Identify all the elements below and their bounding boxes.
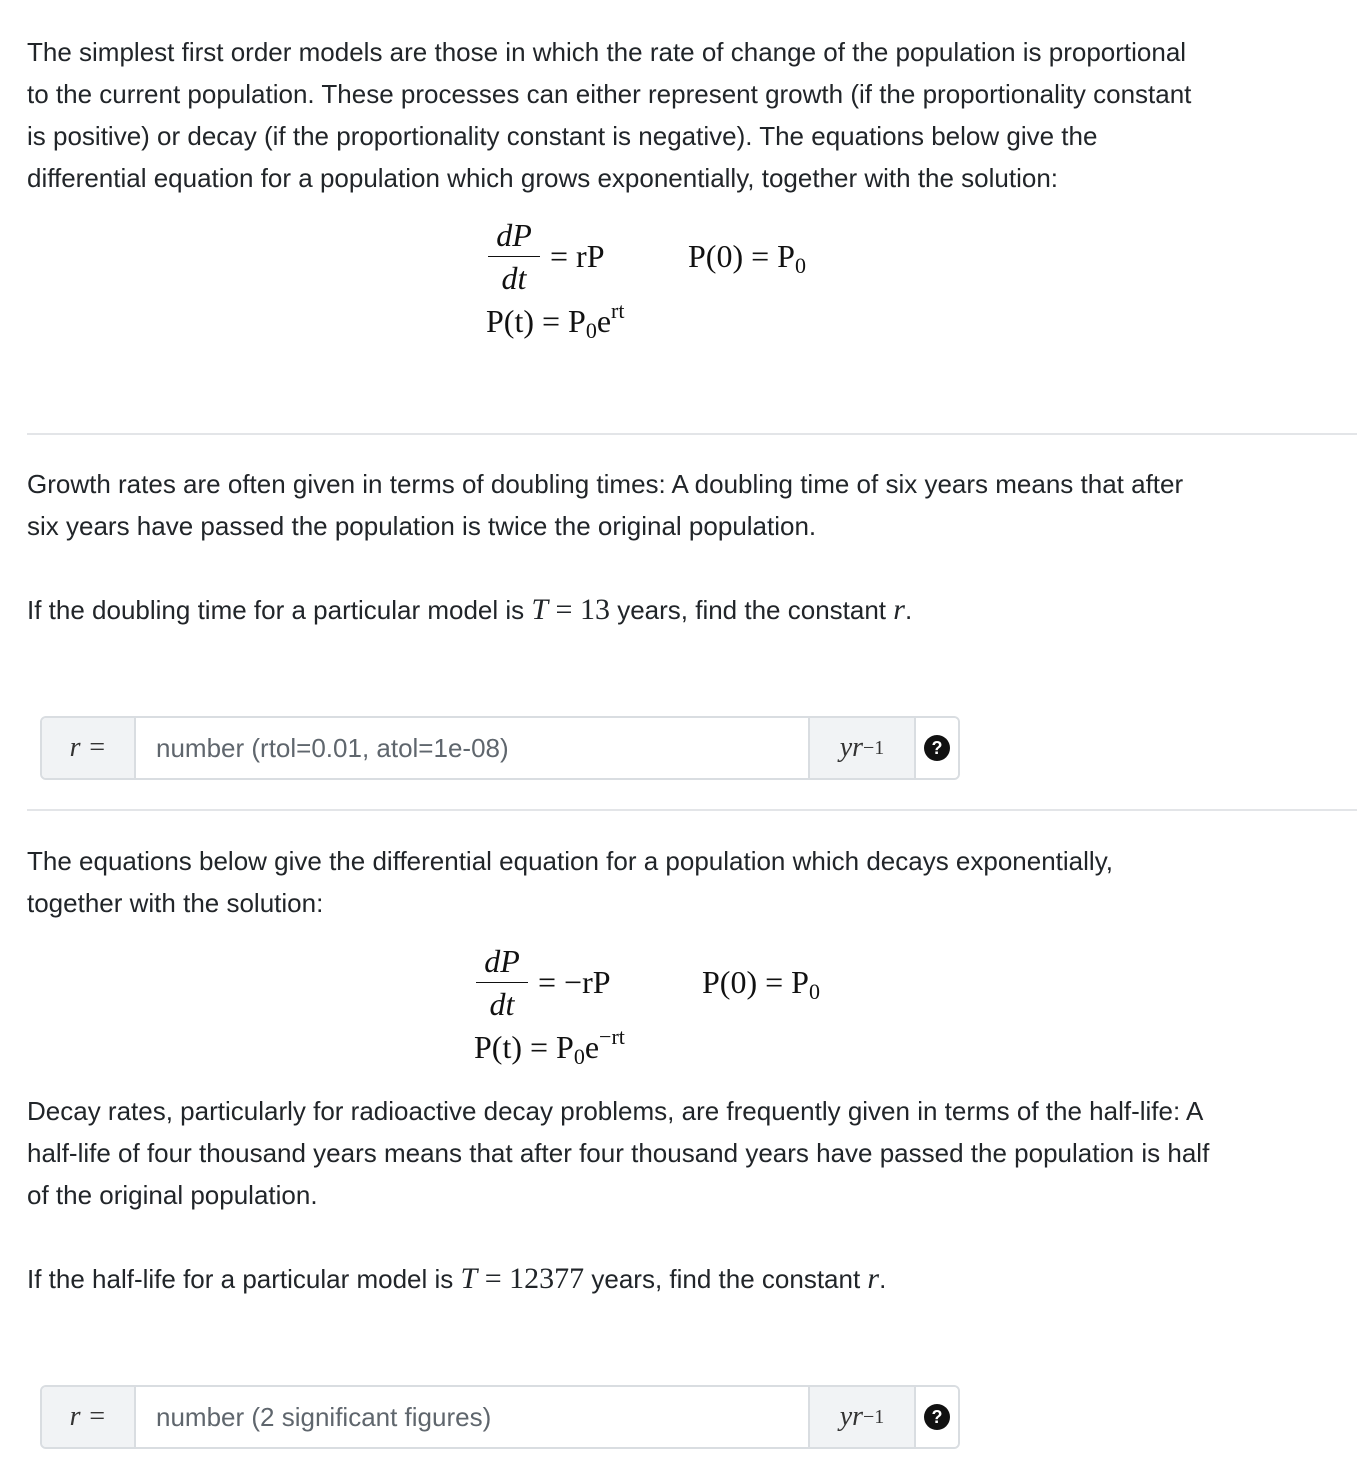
divider-1 [27,433,1357,435]
decay-initial-condition: $P(0) = P_0$ [702,964,820,1004]
intro-line-3: is positive) or decay (if the proportionality constant is negative). The equations below give the [27,121,1098,151]
help-button[interactable] [916,1387,958,1447]
doubling-rate-input[interactable] [136,718,808,778]
intro-line-1: The simplest first order models are those in which the rate of change of the population is proportional [27,37,1187,67]
question-icon[interactable]: ? [924,735,950,761]
halflife-question: If the half-life for a particular model is T = 12377 years, find the constant r. [27,1262,887,1295]
doubling-line-1: Growth rates are often given in terms of doubling times: A doubling time of six years means that after [27,469,1184,499]
unit-label: yr −1 [808,718,916,778]
growth-rhs: = rP [550,238,605,274]
halflife-line-2: half-life of four thousand years means that after four thousand years have passed the population is half [27,1138,1210,1168]
doubling-question: If the doubling time for a particular model is T = 13 years, find the constant r. [27,593,913,626]
question-icon[interactable]: ? [924,1404,950,1430]
doubling-answer-group [40,716,960,780]
decay-rhs: = −rP [538,964,611,1000]
halflife-rate-input[interactable] [136,1387,808,1447]
decay-derivative: dP dt [476,942,528,1023]
answer-label-r: r = [42,1387,136,1447]
help-button[interactable] [916,718,958,778]
halflife-answer-group [40,1385,960,1449]
intro-line-2: to the current population. These processes can either represent growth (if the proportionality constant [27,79,1192,109]
divider-2 [27,809,1357,811]
decay-solution: $P(t) = P_0e^{-rt}$ [474,1024,625,1069]
unit-label: yr −1 [808,1387,916,1447]
halflife-line-3: of the original population. [27,1180,318,1210]
growth-solution: $P(t) = P_0e^{rt}$ [486,298,625,343]
doubling-line-2: six years have passed the population is twice the original population. [27,511,817,541]
growth-derivative: dP dt [488,216,540,297]
decay-line-2: together with the solution: [27,888,324,918]
intro-line-4: differential equation for a population which grows exponentially, together with the solution: [27,163,1059,193]
halflife-line-1: Decay rates, particularly for radioactive decay problems, are frequently given in terms of the half-life: A [27,1096,1204,1126]
answer-label-r: r = [42,718,136,778]
decay-line-1: The equations below give the differential equation for a population which decays exponentially, [27,846,1113,876]
growth-initial-condition: $P(0) = P_0$ [688,238,806,278]
